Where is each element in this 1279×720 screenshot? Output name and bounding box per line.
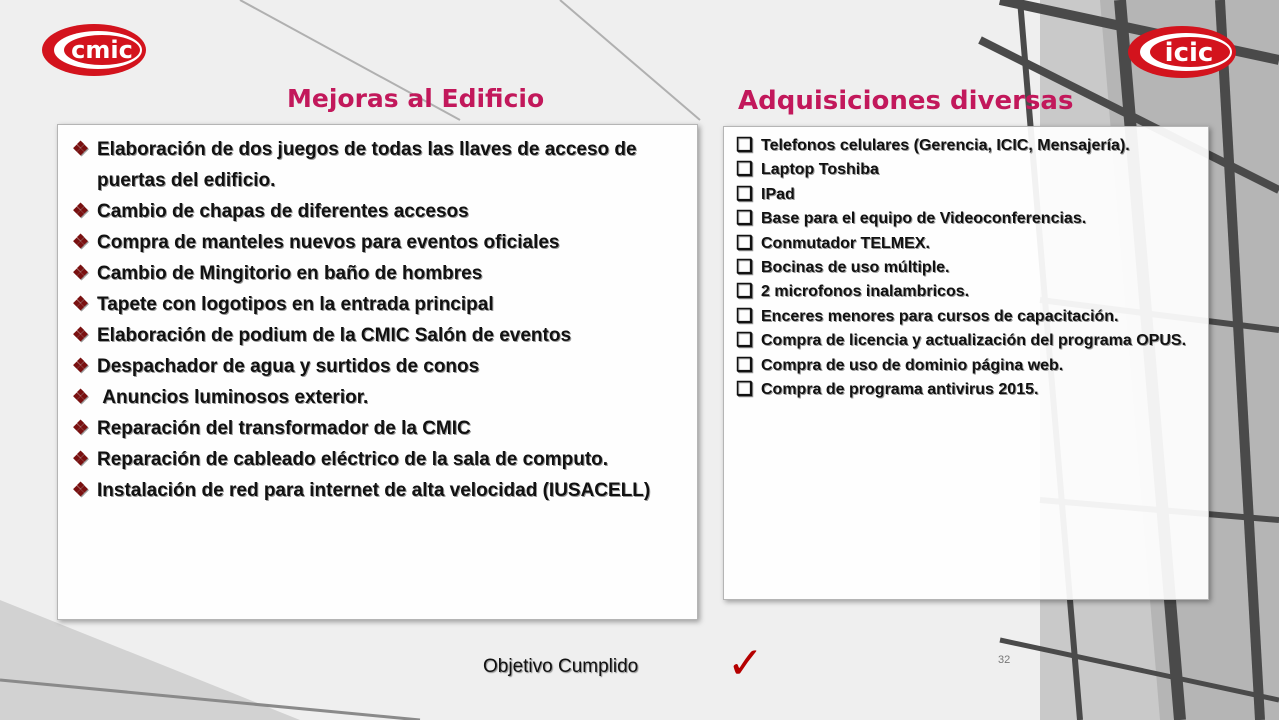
list-item <box>724 232 1208 256</box>
list-item <box>724 183 1208 207</box>
diamond-bullet-icon: ❖ <box>72 139 90 160</box>
checkbox-bullet-icon: ❑ <box>736 354 754 376</box>
status-text: Objetivo Cumplido <box>483 656 639 677</box>
list-item <box>58 196 697 227</box>
right-panel <box>723 126 1209 600</box>
diamond-bullet-icon: ❖ <box>72 449 90 470</box>
list-item <box>724 134 1208 158</box>
left-panel <box>57 124 698 620</box>
list-item-text: Despachador de agua y surtidos de conos <box>97 356 480 377</box>
list-item-text: Compra de uso de dominio página web. <box>761 356 1064 374</box>
list-item <box>724 354 1208 378</box>
list-item <box>58 289 697 320</box>
right-list <box>724 134 1208 402</box>
list-item <box>724 280 1208 304</box>
checkbox-bullet-icon: ❑ <box>736 281 754 303</box>
list-item <box>58 351 697 382</box>
list-item <box>58 413 697 444</box>
list-item-text: Enceres menores para cursos de capacitación. <box>761 307 1119 325</box>
list-item-text: Elaboración de podium de la CMIC Salón de eventos <box>97 325 572 346</box>
page-number: 32 <box>998 654 1011 666</box>
left-list <box>58 134 697 506</box>
checkbox-bullet-icon: ❑ <box>736 305 754 327</box>
list-item <box>724 329 1208 353</box>
list-item <box>724 207 1208 231</box>
svg-text:cmic: cmic <box>71 36 133 64</box>
diamond-bullet-icon: ❖ <box>72 387 90 408</box>
list-item-text: Compra de licencia y actualización del programa OPUS. <box>761 332 1187 350</box>
list-item <box>58 320 697 351</box>
checkbox-bullet-icon: ❑ <box>736 135 754 156</box>
diamond-bullet-icon: ❖ <box>72 201 90 222</box>
list-item-text: Tapete con logotipos en la entrada principal <box>97 294 494 315</box>
list-item-text: Elaboración de dos juegos de todas las llaves de acceso de puertas del edificio. <box>97 139 642 191</box>
checkbox-bullet-icon: ❑ <box>736 257 754 279</box>
left-section-title: Mejoras al Edificio <box>287 84 545 113</box>
list-item <box>724 378 1208 402</box>
diamond-bullet-icon: ❖ <box>72 325 90 346</box>
list-item <box>58 382 697 413</box>
list-item-text: Reparación del transformador de la CMIC <box>97 418 471 439</box>
list-item-text: Cambio de Mingitorio en baño de hombres <box>97 263 483 284</box>
checkbox-bullet-icon: ❑ <box>736 159 754 181</box>
list-item <box>58 258 697 289</box>
checkbox-bullet-icon: ❑ <box>736 379 754 401</box>
diamond-bullet-icon: ❖ <box>72 294 90 315</box>
list-item-text: Compra de manteles nuevos para eventos oficiales <box>97 232 560 253</box>
list-item-text: Anuncios luminosos exterior. <box>97 387 369 408</box>
list-item-text: Base para el equipo de Videoconferencias. <box>761 210 1087 228</box>
list-item-text: Telefonos celulares (Gerencia, ICIC, Mensajería). <box>761 137 1130 154</box>
diamond-bullet-icon: ❖ <box>72 232 90 253</box>
svg-text:icic: icic <box>1164 38 1214 68</box>
checkbox-bullet-icon: ❑ <box>736 208 754 230</box>
list-item-text: Conmutador TELMEX. <box>761 234 930 252</box>
diamond-bullet-icon: ❖ <box>72 480 90 501</box>
check-icon: ✓ <box>727 638 764 689</box>
list-item <box>58 227 697 258</box>
diamond-bullet-icon: ❖ <box>72 263 90 284</box>
list-item <box>58 444 697 475</box>
list-item-text: 2 microfonos inalambricos. <box>761 283 970 301</box>
list-item-text: Laptop Toshiba <box>761 161 879 179</box>
list-item-text: Reparación de cableado eléctrico de la sala de computo. <box>97 449 609 470</box>
right-section-title: Adquisiciones diversas <box>738 86 1074 116</box>
checkbox-bullet-icon: ❑ <box>736 183 754 205</box>
diamond-bullet-icon: ❖ <box>72 356 90 377</box>
list-item <box>58 475 697 506</box>
list-item-text: Compra de programa antivirus 2015. <box>761 381 1039 399</box>
icic-logo <box>1126 24 1238 80</box>
list-item <box>58 134 697 196</box>
checkbox-bullet-icon: ❑ <box>736 330 754 352</box>
list-item-text: Cambio de chapas de diferentes accesos <box>97 201 469 222</box>
list-item <box>724 305 1208 329</box>
checkbox-bullet-icon: ❑ <box>736 232 754 254</box>
list-item-text: Instalación de red para internet de alta velocidad (IUSACELL) <box>97 480 651 501</box>
list-item <box>724 256 1208 280</box>
list-item <box>724 158 1208 182</box>
cmic-logo <box>40 22 148 78</box>
list-item-text: Bocinas de uso múltiple. <box>761 259 950 277</box>
list-item-text: IPad <box>761 185 795 203</box>
diamond-bullet-icon: ❖ <box>72 418 90 439</box>
